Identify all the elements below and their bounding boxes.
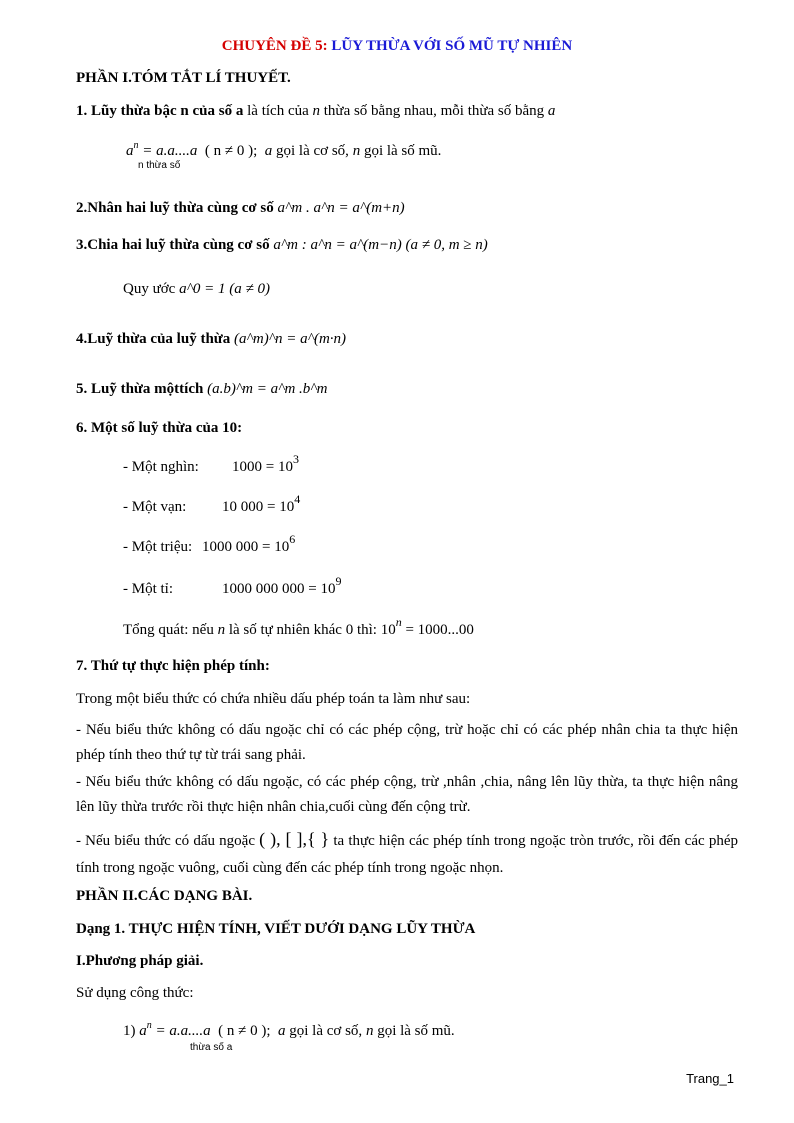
convention-formula: a^0 = 1 bbox=[179, 281, 226, 297]
item6-row-1 bbox=[123, 459, 199, 476]
item7-paragraph-3 bbox=[76, 826, 738, 882]
item6-exp: 6 bbox=[289, 532, 296, 546]
item6-row-value bbox=[202, 532, 296, 556]
method-heading: I.Phương pháp giải. bbox=[76, 953, 204, 969]
item6-row-label: - Một vạn: bbox=[123, 499, 187, 515]
item3-condition: (a ≠ 0, m ≥ n) bbox=[405, 237, 488, 253]
item6-row-label: - Một nghìn: bbox=[123, 459, 199, 475]
formula1-condition: ( n ≠ 0 ); bbox=[218, 1023, 271, 1039]
item1-formula-rhs: = a.a....a bbox=[142, 143, 198, 159]
item1-note-text-b: gọi là số mũ. bbox=[363, 143, 442, 159]
part2-heading: PHẦN II.CÁC DẠNG BÀI. bbox=[76, 888, 253, 904]
page-title bbox=[0, 38, 794, 55]
item2-head: 2.Nhân hai luỹ thừa cùng cơ số bbox=[76, 200, 274, 216]
p3-text-a: - Nếu biểu thức có dấu ngoặc bbox=[76, 833, 255, 849]
formula1-note-text-a: gọi là cơ số, bbox=[289, 1023, 363, 1039]
use-formula-text: Sử dụng công thức: bbox=[76, 985, 194, 1001]
item7-head: 7. Thứ tự thực hiện phép tính: bbox=[76, 658, 270, 674]
item6-value-text: 1000 000 000 = 10 bbox=[222, 581, 336, 597]
item1-line bbox=[76, 103, 555, 120]
item6-row-label: - Một triệu: bbox=[123, 539, 193, 555]
item1-formula-lhs: a bbox=[126, 143, 134, 159]
item5-head: 5. Luỹ thừa mộttích bbox=[76, 381, 204, 397]
formula1-exp: n bbox=[146, 1020, 152, 1031]
item6-general bbox=[123, 615, 474, 639]
item4-line bbox=[76, 331, 346, 348]
formula1-line bbox=[123, 1020, 455, 1040]
item1-var-a: a bbox=[547, 103, 556, 119]
general-formula: 10 bbox=[380, 622, 396, 638]
item5-line bbox=[76, 381, 327, 398]
item5-formula: (a.b)^m = a^m .b^m bbox=[207, 381, 328, 397]
item1-text-b: thừa số bằng nhau, mỗi thừa số bằng bbox=[323, 103, 545, 119]
item1-head: 1. Lũy thừa bậc n của số a bbox=[76, 103, 244, 119]
formula1-note-a: a bbox=[278, 1023, 286, 1039]
p3-text-b: ta thực hiện các phép tính trong ngoặc tròn trước, rồi đến các phép tính trong ngoặc vuông, cuối cùng đến các phép tính trong ngoặc nhọn. bbox=[76, 833, 738, 876]
formula1-note-text-b: gọi là số mũ. bbox=[377, 1023, 455, 1039]
formula1-note-n: n bbox=[365, 1023, 374, 1039]
item1-under-label: n thừa số bbox=[138, 160, 181, 171]
item6-exp: 9 bbox=[335, 574, 342, 588]
item3-line bbox=[76, 237, 488, 254]
item1-formula bbox=[126, 140, 442, 160]
item7-paragraph-1: - Nếu biểu thức không có dấu ngoặc chỉ có các phép cộng, trừ hoặc chỉ có các phép nhân chia ta thực hiện phép tính theo thứ tự từ trái sang phải. bbox=[76, 722, 738, 763]
item1-text-a: là tích của bbox=[247, 103, 309, 119]
convention-line bbox=[123, 281, 270, 298]
dang1-heading: Dạng 1. THỰC HIỆN TÍNH, VIẾT DƯỚI DẠNG LŨY THỪA bbox=[76, 921, 476, 937]
item2-line bbox=[76, 200, 405, 217]
item6-row-value bbox=[232, 452, 299, 476]
part1-heading: PHẦN I.TÓM TẮT LÍ THUYẾT. bbox=[76, 70, 291, 86]
item6-row-4 bbox=[123, 581, 173, 598]
item6-row-value bbox=[222, 574, 342, 598]
general-rhs: = 1000...00 bbox=[405, 622, 474, 638]
item1-formula-exp: n bbox=[133, 140, 139, 151]
item6-row-value bbox=[222, 492, 301, 516]
item2-formula: a^m . a^n = a^(m+n) bbox=[277, 200, 405, 216]
item6-exp: 4 bbox=[294, 492, 301, 506]
formula1-rhs: = a.a....a bbox=[155, 1023, 211, 1039]
general-text-a: Tổng quát: nếu bbox=[123, 622, 214, 638]
convention-label: Quy ước bbox=[123, 281, 176, 297]
formula1-under-label: thừa số a bbox=[190, 1042, 233, 1053]
item3-head: 3.Chia hai luỹ thừa cùng cơ số bbox=[76, 237, 270, 253]
general-text-c: thì: bbox=[356, 622, 377, 638]
general-n: n bbox=[217, 622, 226, 638]
general-exp: n bbox=[395, 615, 402, 629]
title-prefix: CHUYÊN ĐỀ 5: bbox=[221, 38, 328, 54]
item1-note-a: a bbox=[264, 143, 273, 159]
item7-paragraph-2: - Nếu biểu thức không có dấu ngoặc, có các phép cộng, trừ ,nhân ,chia, nâng lên lũy thừa, ta thực hiện nâng lên lũy thừa trước rồi thực hiện nhân chia,cuối cùng đến cộng trừ. bbox=[76, 774, 738, 815]
item6-row-2 bbox=[123, 499, 186, 516]
general-zero: 0 bbox=[345, 622, 354, 638]
item7-intro: Trong một biểu thức có chứa nhiều dấu phép toán ta làm như sau: bbox=[76, 691, 471, 707]
item1-condition: ( n ≠ 0 ); bbox=[204, 143, 258, 159]
item6-value-text: 10 000 = 10 bbox=[222, 499, 295, 515]
p3-brackets: ( ), [ ],{ } bbox=[259, 829, 330, 849]
general-text-b: là số tự nhiên khác bbox=[228, 622, 342, 638]
title-main: LŨY THỪA VỚI SỐ MŨ TỰ NHIÊN bbox=[331, 38, 573, 54]
formula1-num: 1) bbox=[123, 1023, 136, 1039]
item6-value-text: 1000 000 = 10 bbox=[202, 539, 290, 555]
formula1-lhs: a bbox=[139, 1023, 147, 1039]
page-footer: Trang_1 bbox=[686, 1071, 734, 1086]
convention-condition: (a ≠ 0) bbox=[229, 281, 270, 297]
item6-row-3 bbox=[123, 539, 192, 556]
item4-head: 4.Luỹ thừa của luỹ thừa bbox=[76, 331, 231, 347]
item4-formula: (a^m)^n = a^(m·n) bbox=[234, 331, 347, 347]
item1-note-n: n bbox=[352, 143, 361, 159]
item6-head: 6. Một số luỹ thừa của 10: bbox=[76, 420, 243, 436]
item1-var-n: n bbox=[312, 103, 321, 119]
item3-formula: a^m : a^n = a^(m−n) bbox=[273, 237, 402, 253]
item6-exp: 3 bbox=[292, 452, 299, 466]
item6-row-label: - Một tỉ: bbox=[123, 581, 174, 597]
item6-value-text: 1000 = 10 bbox=[232, 459, 293, 475]
item1-note-text-a: gọi là cơ số, bbox=[276, 143, 349, 159]
